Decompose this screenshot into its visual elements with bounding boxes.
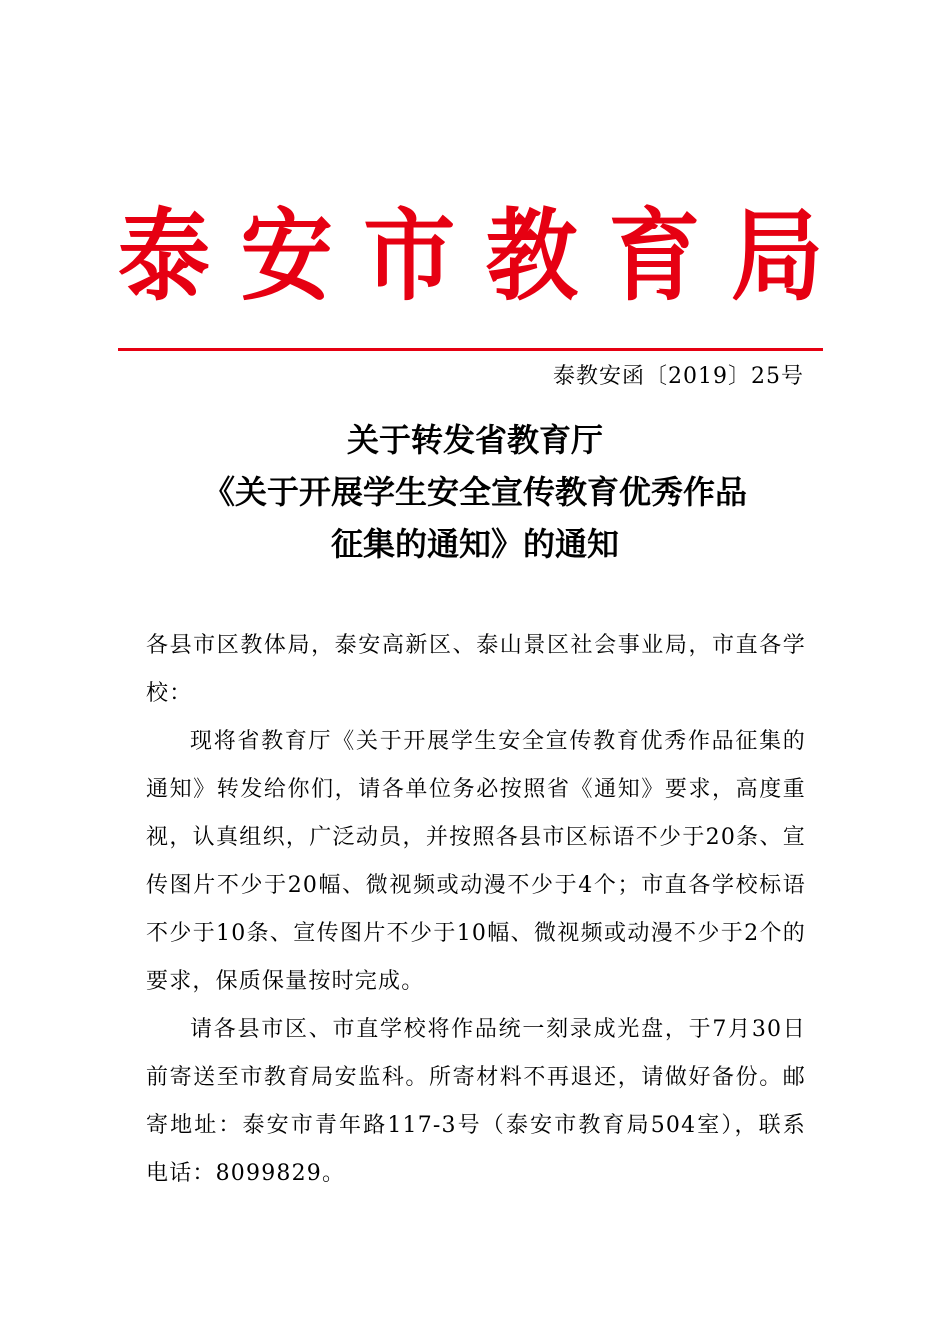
title-line: 征集的通知》的通知 [330,525,619,563]
issuing-authority-header [118,196,823,316]
document-title [100,414,850,570]
document-number: 泰教安函〔2019〕25号 [553,364,804,389]
body-paragraph: 请各县市区、市直学校将作品统一刻录成光盘，于7月30日前寄送至市教育局安监科。所寄材料不再退还，请做好备份。邮寄地址：泰安市青年路117-3号（泰安市教育局504室），联系电话：8099829。 [146,1017,806,1186]
header-char: 育 [608,197,701,315]
header-char: 泰 [118,197,211,315]
title-line: 关于转发省教育厅 [346,421,603,459]
header-char: 安 [240,197,333,315]
salutation: 各县市区教体局，泰安高新区、泰山景区社会事业局，市直各学校： [146,633,806,706]
red-divider-line [118,348,823,351]
body-paragraph: 现将省教育厅《关于开展学生安全宣传教育优秀作品征集的通知》转发给你们，请各单位务必按照省《通知》要求，高度重视，认真组织，广泛动员，并按照各县市区标语不少于20条、宣传图片不少于20幅、微视频或动漫不少于4个；市直各学校标语不少于10条、宣传图片不少于10幅、微视频或动漫不少于2个的要求，保质保量按时完成。 [146,729,806,994]
header-char: 教 [485,197,578,315]
header-char: 局 [730,197,823,315]
header-char: 市 [363,197,456,315]
document-body [146,622,806,1198]
title-line: 《关于开展学生安全宣传教育优秀作品 [202,473,747,511]
